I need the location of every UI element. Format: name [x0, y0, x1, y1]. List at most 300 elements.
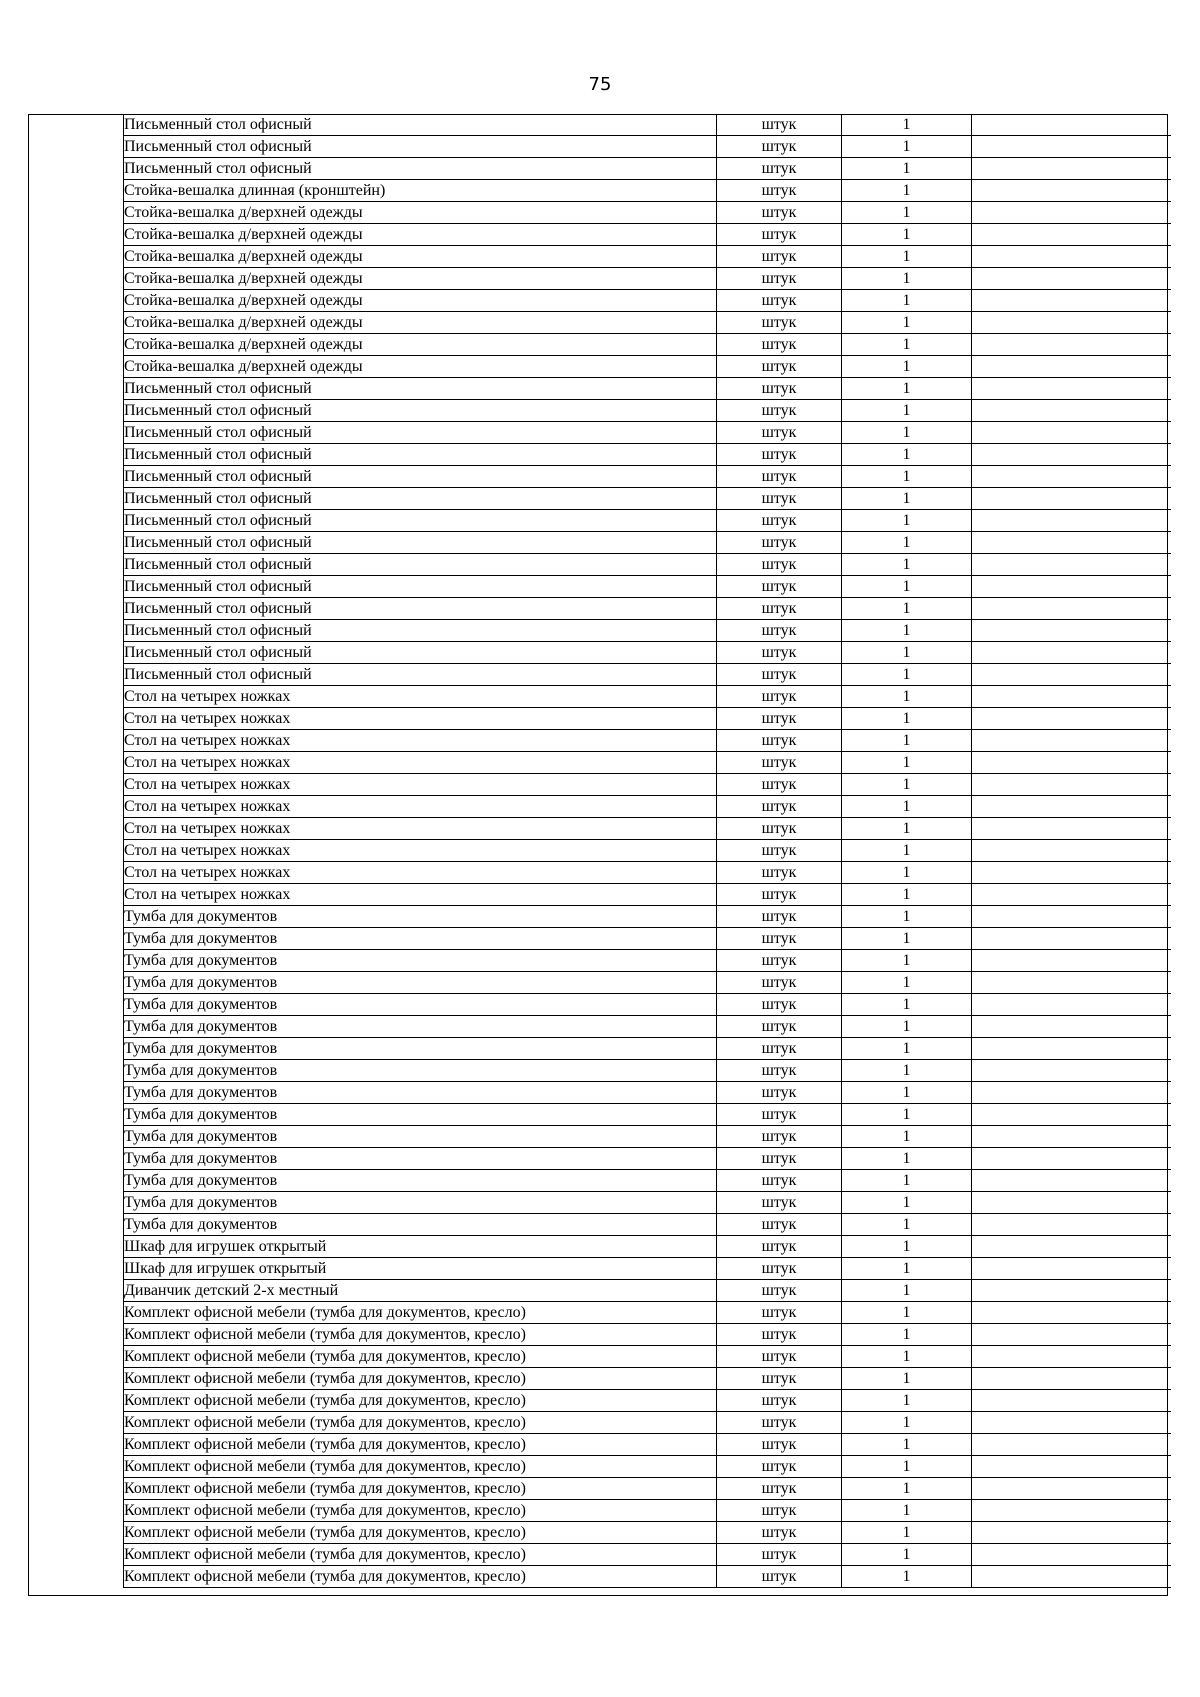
item-quantity-cell: 1 [842, 202, 972, 224]
item-name-cell: Тумба для документов [124, 1016, 717, 1038]
item-note-cell [972, 136, 1172, 158]
item-quantity-cell: 1 [842, 1060, 972, 1082]
item-unit-cell: штук [717, 532, 842, 554]
item-unit-cell: штук [717, 488, 842, 510]
item-quantity-cell: 1 [842, 1434, 972, 1456]
item-note-cell [972, 598, 1172, 620]
table-row [124, 180, 1172, 202]
inventory-table-body [124, 114, 1172, 1588]
item-unit-cell: штук [717, 180, 842, 202]
item-note-cell [972, 1456, 1172, 1478]
item-unit-cell: штук [717, 1148, 842, 1170]
item-name-cell: Письменный стол офисный [124, 158, 717, 180]
item-name-cell: Письменный стол офисный [124, 576, 717, 598]
item-note-cell [972, 1500, 1172, 1522]
table-row [124, 1170, 1172, 1192]
table-row [124, 1126, 1172, 1148]
item-unit-cell: штук [717, 136, 842, 158]
item-quantity-cell: 1 [842, 1456, 972, 1478]
item-name-cell: Комплект офисной мебели (тумба для документов, кресло) [124, 1522, 717, 1544]
table-row [124, 334, 1172, 356]
item-quantity-cell: 1 [842, 1544, 972, 1566]
item-quantity-cell: 1 [842, 224, 972, 246]
item-quantity-cell: 1 [842, 840, 972, 862]
item-note-cell [972, 268, 1172, 290]
table-row [124, 1390, 1172, 1412]
item-name-cell: Стойка-вешалка д/верхней одежды [124, 312, 717, 334]
item-note-cell [972, 620, 1172, 642]
item-note-cell [972, 1478, 1172, 1500]
item-name-cell: Стол на четырех ножках [124, 686, 717, 708]
item-note-cell [972, 950, 1172, 972]
item-quantity-cell: 1 [842, 136, 972, 158]
item-quantity-cell: 1 [842, 466, 972, 488]
item-note-cell [972, 180, 1172, 202]
item-quantity-cell: 1 [842, 1280, 972, 1302]
item-name-cell: Стойка-вешалка длинная (кронштейн) [124, 180, 717, 202]
table-row [124, 796, 1172, 818]
item-unit-cell: штук [717, 972, 842, 994]
item-quantity-cell: 1 [842, 378, 972, 400]
table-row [124, 246, 1172, 268]
table-row [124, 642, 1172, 664]
table-row [124, 1082, 1172, 1104]
item-note-cell [972, 862, 1172, 884]
table-row [124, 664, 1172, 686]
item-name-cell: Комплект офисной мебели (тумба для документов, кресло) [124, 1456, 717, 1478]
item-unit-cell: штук [717, 642, 842, 664]
item-name-cell: Стол на четырех ножках [124, 752, 717, 774]
item-note-cell [972, 488, 1172, 510]
item-unit-cell: штук [717, 1412, 842, 1434]
item-quantity-cell: 1 [842, 1104, 972, 1126]
item-note-cell [972, 1390, 1172, 1412]
item-note-cell [972, 356, 1172, 378]
item-unit-cell: штук [717, 1280, 842, 1302]
item-unit-cell: штук [717, 1302, 842, 1324]
table-row [124, 158, 1172, 180]
item-unit-cell: штук [717, 466, 842, 488]
item-quantity-cell: 1 [842, 312, 972, 334]
item-name-cell: Тумба для документов [124, 1082, 717, 1104]
table-row [124, 1104, 1172, 1126]
item-unit-cell: штук [717, 1368, 842, 1390]
item-unit-cell: штук [717, 1324, 842, 1346]
item-unit-cell: штук [717, 664, 842, 686]
item-unit-cell: штук [717, 1346, 842, 1368]
item-unit-cell: штук [717, 1038, 842, 1060]
item-note-cell [972, 158, 1172, 180]
item-quantity-cell: 1 [842, 620, 972, 642]
item-quantity-cell: 1 [842, 532, 972, 554]
item-unit-cell: штук [717, 1390, 842, 1412]
item-quantity-cell: 1 [842, 290, 972, 312]
item-name-cell: Комплект офисной мебели (тумба для документов, кресло) [124, 1434, 717, 1456]
item-note-cell [972, 1170, 1172, 1192]
item-note-cell [972, 796, 1172, 818]
table-row [124, 1016, 1172, 1038]
item-quantity-cell: 1 [842, 1390, 972, 1412]
table-row [124, 906, 1172, 928]
item-unit-cell: штук [717, 554, 842, 576]
item-unit-cell: штук [717, 1544, 842, 1566]
item-unit-cell: штук [717, 444, 842, 466]
item-name-cell: Письменный стол офисный [124, 554, 717, 576]
item-note-cell [972, 334, 1172, 356]
inventory-table [123, 114, 1171, 1588]
item-unit-cell: штук [717, 1126, 842, 1148]
item-quantity-cell: 1 [842, 972, 972, 994]
item-name-cell: Комплект офисной мебели (тумба для документов, кресло) [124, 1368, 717, 1390]
item-note-cell [972, 1346, 1172, 1368]
item-name-cell: Комплект офисной мебели (тумба для документов, кресло) [124, 1324, 717, 1346]
item-name-cell: Письменный стол офисный [124, 466, 717, 488]
item-name-cell: Стойка-вешалка д/верхней одежды [124, 202, 717, 224]
item-note-cell [972, 466, 1172, 488]
item-name-cell: Письменный стол офисный [124, 444, 717, 466]
item-unit-cell: штук [717, 158, 842, 180]
item-quantity-cell: 1 [842, 1082, 972, 1104]
item-name-cell: Стол на четырех ножках [124, 862, 717, 884]
item-name-cell: Шкаф для игрушек открытый [124, 1258, 717, 1280]
item-quantity-cell: 1 [842, 796, 972, 818]
item-name-cell: Тумба для документов [124, 1038, 717, 1060]
item-quantity-cell: 1 [842, 708, 972, 730]
item-quantity-cell: 1 [842, 1302, 972, 1324]
item-unit-cell: штук [717, 1566, 842, 1588]
item-name-cell: Тумба для документов [124, 1060, 717, 1082]
item-quantity-cell: 1 [842, 1412, 972, 1434]
item-name-cell: Письменный стол офисный [124, 532, 717, 554]
item-name-cell: Комплект офисной мебели (тумба для документов, кресло) [124, 1500, 717, 1522]
table-row [124, 686, 1172, 708]
item-unit-cell: штук [717, 422, 842, 444]
item-quantity-cell: 1 [842, 906, 972, 928]
item-quantity-cell: 1 [842, 818, 972, 840]
item-unit-cell: штук [717, 356, 842, 378]
table-row [124, 1214, 1172, 1236]
item-name-cell: Тумба для документов [124, 1148, 717, 1170]
table-row [124, 114, 1172, 136]
item-note-cell [972, 642, 1172, 664]
item-note-cell [972, 290, 1172, 312]
item-quantity-cell: 1 [842, 554, 972, 576]
item-note-cell [972, 224, 1172, 246]
item-name-cell: Комплект офисной мебели (тумба для документов, кресло) [124, 1478, 717, 1500]
item-name-cell: Письменный стол офисный [124, 598, 717, 620]
item-name-cell: Тумба для документов [124, 906, 717, 928]
item-name-cell: Письменный стол офисный [124, 136, 717, 158]
table-row [124, 1324, 1172, 1346]
item-unit-cell: штук [717, 334, 842, 356]
table-row [124, 1192, 1172, 1214]
table-row [124, 1500, 1172, 1522]
item-quantity-cell: 1 [842, 246, 972, 268]
item-quantity-cell: 1 [842, 576, 972, 598]
item-name-cell: Письменный стол офисный [124, 378, 717, 400]
table-row [124, 774, 1172, 796]
item-unit-cell: штук [717, 598, 842, 620]
item-unit-cell: штук [717, 312, 842, 334]
table-row [124, 510, 1172, 532]
item-quantity-cell: 1 [842, 1016, 972, 1038]
item-name-cell: Стол на четырех ножках [124, 840, 717, 862]
item-unit-cell: штук [717, 862, 842, 884]
table-row [124, 972, 1172, 994]
item-quantity-cell: 1 [842, 1214, 972, 1236]
item-note-cell [972, 1148, 1172, 1170]
item-note-cell [972, 1280, 1172, 1302]
item-note-cell [972, 840, 1172, 862]
item-unit-cell: штук [717, 818, 842, 840]
item-unit-cell: штук [717, 950, 842, 972]
item-quantity-cell: 1 [842, 1368, 972, 1390]
item-note-cell [972, 400, 1172, 422]
table-row [124, 708, 1172, 730]
item-unit-cell: штук [717, 378, 842, 400]
item-name-cell: Стол на четырех ножках [124, 884, 717, 906]
item-unit-cell: штук [717, 1456, 842, 1478]
item-name-cell: Тумба для документов [124, 972, 717, 994]
item-quantity-cell: 1 [842, 752, 972, 774]
item-quantity-cell: 1 [842, 994, 972, 1016]
item-note-cell [972, 444, 1172, 466]
table-row [124, 818, 1172, 840]
item-note-cell [972, 730, 1172, 752]
item-name-cell: Тумба для документов [124, 1170, 717, 1192]
item-unit-cell: штук [717, 202, 842, 224]
table-row [124, 1302, 1172, 1324]
item-note-cell [972, 1324, 1172, 1346]
item-name-cell: Комплект офисной мебели (тумба для документов, кресло) [124, 1346, 717, 1368]
page-number: 75 [588, 74, 612, 95]
item-note-cell [972, 752, 1172, 774]
item-note-cell [972, 576, 1172, 598]
table-row [124, 1368, 1172, 1390]
item-quantity-cell: 1 [842, 488, 972, 510]
table-row [124, 1522, 1172, 1544]
item-unit-cell: штук [717, 884, 842, 906]
item-unit-cell: штук [717, 1192, 842, 1214]
item-note-cell [972, 1368, 1172, 1390]
item-quantity-cell: 1 [842, 928, 972, 950]
table-row [124, 1544, 1172, 1566]
item-name-cell: Стол на четырех ножках [124, 774, 717, 796]
table-row [124, 290, 1172, 312]
item-quantity-cell: 1 [842, 158, 972, 180]
item-name-cell: Письменный стол офисный [124, 400, 717, 422]
item-quantity-cell: 1 [842, 268, 972, 290]
item-note-cell [972, 1192, 1172, 1214]
item-name-cell: Письменный стол офисный [124, 510, 717, 532]
item-unit-cell: штук [717, 1258, 842, 1280]
table-row [124, 994, 1172, 1016]
item-unit-cell: штук [717, 994, 842, 1016]
item-unit-cell: штук [717, 290, 842, 312]
item-quantity-cell: 1 [842, 1258, 972, 1280]
table-row [124, 422, 1172, 444]
item-quantity-cell: 1 [842, 1522, 972, 1544]
item-unit-cell: штук [717, 752, 842, 774]
item-unit-cell: штук [717, 1478, 842, 1500]
item-quantity-cell: 1 [842, 1478, 972, 1500]
item-quantity-cell: 1 [842, 510, 972, 532]
item-quantity-cell: 1 [842, 884, 972, 906]
item-unit-cell: штук [717, 246, 842, 268]
table-row [124, 1148, 1172, 1170]
item-note-cell [972, 1236, 1172, 1258]
item-unit-cell: штук [717, 1434, 842, 1456]
item-name-cell: Письменный стол офисный [124, 114, 717, 136]
item-unit-cell: штук [717, 576, 842, 598]
item-unit-cell: штук [717, 1236, 842, 1258]
item-name-cell: Тумба для документов [124, 994, 717, 1016]
table-row [124, 1434, 1172, 1456]
item-note-cell [972, 664, 1172, 686]
item-unit-cell: штук [717, 1082, 842, 1104]
item-note-cell [972, 1038, 1172, 1060]
item-note-cell [972, 1434, 1172, 1456]
item-note-cell [972, 972, 1172, 994]
item-note-cell [972, 1214, 1172, 1236]
item-unit-cell: штук [717, 1500, 842, 1522]
table-row [124, 1236, 1172, 1258]
item-unit-cell: штук [717, 730, 842, 752]
item-quantity-cell: 1 [842, 1500, 972, 1522]
item-note-cell [972, 1412, 1172, 1434]
item-note-cell [972, 532, 1172, 554]
table-row [124, 202, 1172, 224]
item-quantity-cell: 1 [842, 1566, 972, 1588]
item-note-cell [972, 1104, 1172, 1126]
item-unit-cell: штук [717, 224, 842, 246]
table-row [124, 862, 1172, 884]
item-quantity-cell: 1 [842, 444, 972, 466]
item-name-cell: Тумба для документов [124, 1214, 717, 1236]
item-note-cell [972, 774, 1172, 796]
item-name-cell: Стойка-вешалка д/верхней одежды [124, 334, 717, 356]
item-name-cell: Тумба для документов [124, 1192, 717, 1214]
item-quantity-cell: 1 [842, 950, 972, 972]
item-quantity-cell: 1 [842, 598, 972, 620]
table-row [124, 312, 1172, 334]
item-unit-cell: штук [717, 400, 842, 422]
item-note-cell [972, 1566, 1172, 1588]
item-quantity-cell: 1 [842, 1346, 972, 1368]
item-note-cell [972, 1522, 1172, 1544]
item-unit-cell: штук [717, 268, 842, 290]
table-row [124, 1060, 1172, 1082]
item-name-cell: Письменный стол офисный [124, 642, 717, 664]
item-name-cell: Письменный стол офисный [124, 488, 717, 510]
item-quantity-cell: 1 [842, 1126, 972, 1148]
table-row [124, 378, 1172, 400]
item-note-cell [972, 686, 1172, 708]
item-note-cell [972, 1302, 1172, 1324]
item-unit-cell: штук [717, 928, 842, 950]
item-name-cell: Письменный стол офисный [124, 422, 717, 444]
item-quantity-cell: 1 [842, 334, 972, 356]
item-note-cell [972, 114, 1172, 136]
item-note-cell [972, 554, 1172, 576]
item-quantity-cell: 1 [842, 1192, 972, 1214]
item-unit-cell: штук [717, 686, 842, 708]
table-row [124, 840, 1172, 862]
table-row [124, 1280, 1172, 1302]
table-row [124, 1566, 1172, 1588]
item-note-cell [972, 246, 1172, 268]
item-note-cell [972, 1126, 1172, 1148]
item-note-cell [972, 906, 1172, 928]
table-row [124, 444, 1172, 466]
item-note-cell [972, 1060, 1172, 1082]
item-unit-cell: штук [717, 1214, 842, 1236]
item-name-cell: Шкаф для игрушек открытый [124, 1236, 717, 1258]
item-unit-cell: штук [717, 840, 842, 862]
item-quantity-cell: 1 [842, 774, 972, 796]
item-unit-cell: штук [717, 796, 842, 818]
table-row [124, 1456, 1172, 1478]
item-quantity-cell: 1 [842, 1324, 972, 1346]
item-note-cell [972, 818, 1172, 840]
item-unit-cell: штук [717, 1104, 842, 1126]
table-row [124, 730, 1172, 752]
table-row [124, 576, 1172, 598]
item-name-cell: Комплект офисной мебели (тумба для документов, кресло) [124, 1412, 717, 1434]
item-name-cell: Диванчик детский 2-х местный [124, 1280, 717, 1302]
item-quantity-cell: 1 [842, 114, 972, 136]
item-name-cell: Комплект офисной мебели (тумба для документов, кресло) [124, 1544, 717, 1566]
item-name-cell: Комплект офисной мебели (тумба для документов, кресло) [124, 1302, 717, 1324]
item-unit-cell: штук [717, 774, 842, 796]
table-row [124, 136, 1172, 158]
item-unit-cell: штук [717, 114, 842, 136]
item-quantity-cell: 1 [842, 664, 972, 686]
item-name-cell: Стойка-вешалка д/верхней одежды [124, 290, 717, 312]
item-quantity-cell: 1 [842, 730, 972, 752]
item-note-cell [972, 1082, 1172, 1104]
table-row [124, 400, 1172, 422]
item-name-cell: Письменный стол офисный [124, 664, 717, 686]
item-unit-cell: штук [717, 510, 842, 532]
item-note-cell [972, 1544, 1172, 1566]
item-note-cell [972, 928, 1172, 950]
table-row [124, 1346, 1172, 1368]
table-row [124, 466, 1172, 488]
item-quantity-cell: 1 [842, 400, 972, 422]
item-quantity-cell: 1 [842, 180, 972, 202]
item-note-cell [972, 884, 1172, 906]
table-row [124, 598, 1172, 620]
item-quantity-cell: 1 [842, 862, 972, 884]
table-row [124, 224, 1172, 246]
item-name-cell: Стол на четырех ножках [124, 796, 717, 818]
table-row [124, 1038, 1172, 1060]
item-name-cell: Тумба для документов [124, 928, 717, 950]
item-name-cell: Письменный стол офисный [124, 620, 717, 642]
item-name-cell: Стол на четырех ножках [124, 708, 717, 730]
table-row [124, 752, 1172, 774]
item-note-cell [972, 378, 1172, 400]
item-quantity-cell: 1 [842, 686, 972, 708]
item-note-cell [972, 1258, 1172, 1280]
item-unit-cell: штук [717, 1016, 842, 1038]
table-row [124, 950, 1172, 972]
table-row [124, 1478, 1172, 1500]
item-name-cell: Тумба для документов [124, 950, 717, 972]
table-row [124, 488, 1172, 510]
item-note-cell [972, 422, 1172, 444]
